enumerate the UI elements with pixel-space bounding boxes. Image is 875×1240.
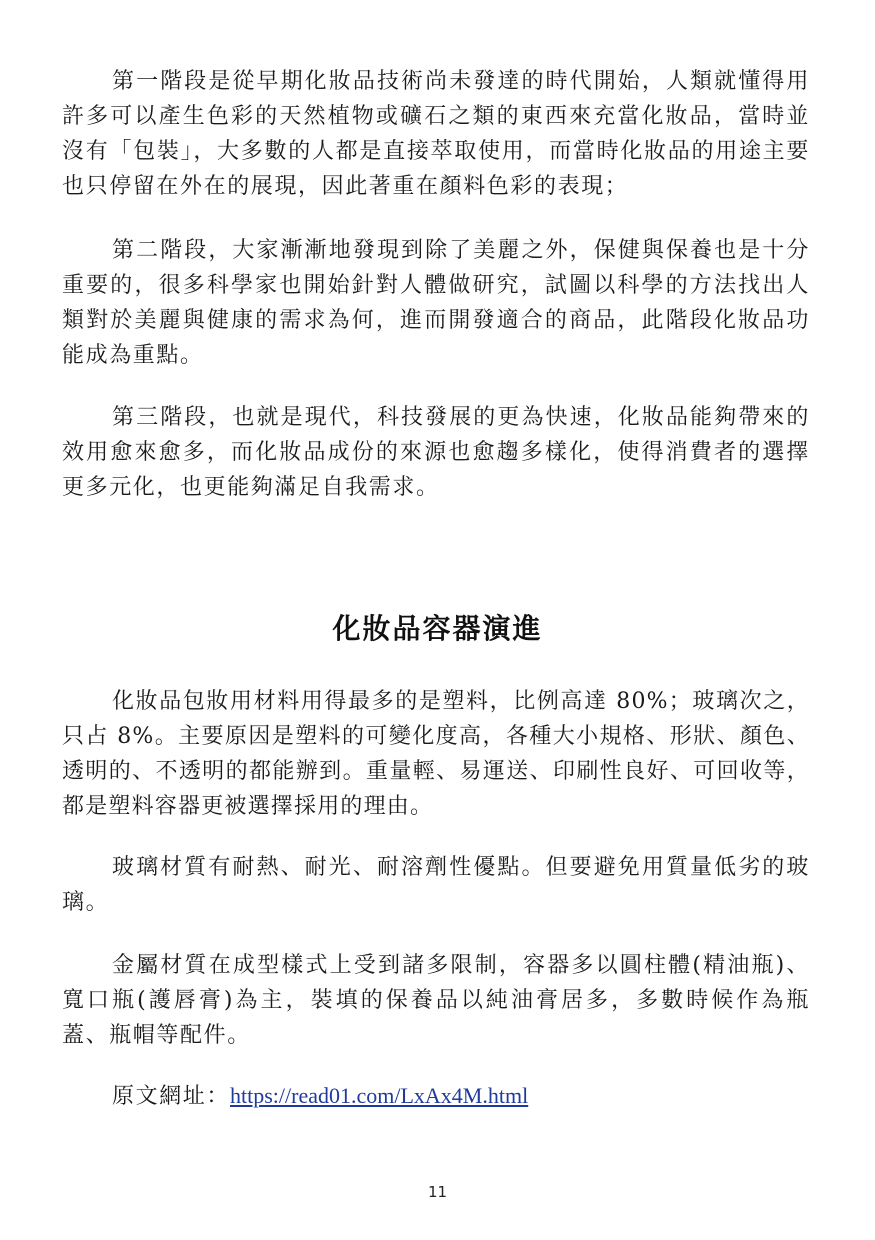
section-heading: 化妝品容器演進: [332, 612, 543, 645]
paragraph-glass-material: 玻璃材質有耐熱、耐光、耐溶劑性優點。但要避免用質量低劣的玻璃。: [62, 855, 810, 915]
paragraph-plastic-material: 化妝品包妝用材料用得最多的是塑料，比例高達 80%；玻璃次之，只占 8%。主要原因是塑料的可變化度高，各種大小規格、形狀、顏色、透明的、不透明的都能辦到。重量輕、易運送、印刷性良好、可回收等，都是塑料容器更被選擇採用的理由。: [62, 689, 810, 819]
paragraph-stage-one: 第一階段是從早期化妝品技術尚未發達的時代開始，人類就懂得用許多可以產生色彩的天然植物或礦石之類的東西來充當化妝品，當時並沒有「包裝」，大多數的人都是直接萃取使用，而當時化妝品的用途主要也只停留在外在的展現，因此著重在顏料色彩的表現；: [62, 69, 810, 199]
page-number: 11: [427, 1183, 448, 1201]
source-line: [112, 1078, 528, 1114]
paragraph-stage-three: 第三階段，也就是現代，科技發展的更為快速，化妝品能夠帶來的效用愈來愈多，而化妝品成份的來源也愈趨多樣化，使得消費者的選擇更多元化，也更能夠滿足自我需求。: [62, 405, 810, 500]
source-label: 原文網址：: [112, 1084, 231, 1109]
paragraph-stage-two: 第二階段，大家漸漸地發現到除了美麗之外，保健與保養也是十分重要的，很多科學家也開始針對人體做研究，試圖以科學的方法找出人類對於美麗與健康的需求為何，進而開發適合的商品，此階段化妝品功能成為重點。: [62, 238, 810, 368]
paragraph-metal-material: 金屬材質在成型樣式上受到諸多限制，容器多以圓柱體(精油瓶)、寬口瓶(護唇膏)為主，裝填的保養品以純油膏居多，多數時候作為瓶蓋、瓶帽等配件。: [62, 953, 810, 1048]
source-link[interactable]: https://read01.com/LxAx4M.html: [230, 1083, 529, 1108]
